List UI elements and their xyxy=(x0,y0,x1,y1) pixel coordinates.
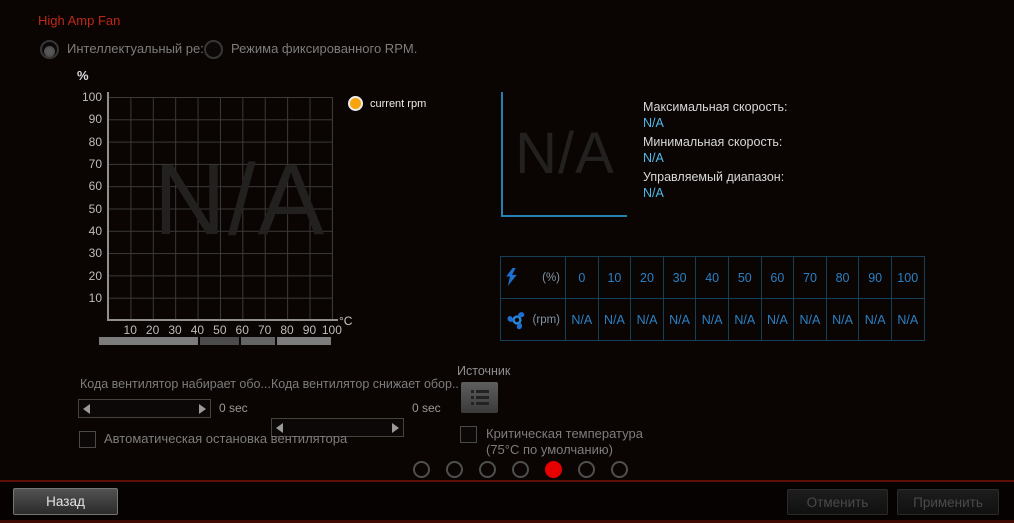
percent-cell: 10 xyxy=(598,257,631,299)
status-value: N/A xyxy=(643,151,664,165)
spin-up-time-value: 0 sec xyxy=(219,401,248,415)
radio-fixed-rpm-mode-label: Режима фиксированного RPM. xyxy=(231,41,418,56)
percent-cell: 90 xyxy=(859,257,892,299)
x-tick: 20 xyxy=(145,323,160,337)
status-label: Управляемый диапазон: xyxy=(643,170,785,184)
critical-temp-line1: Критическая температура xyxy=(486,426,643,441)
x-tick: 40 xyxy=(190,323,205,337)
status-label: Минимальная скорость: xyxy=(643,135,783,149)
x-tick: 90 xyxy=(302,323,317,337)
list-icon xyxy=(471,390,489,393)
rpm-cell: N/A xyxy=(891,299,924,341)
y-tick: 100 xyxy=(81,90,102,104)
auto-stop-checkbox[interactable] xyxy=(79,431,96,448)
radio-smart-mode[interactable] xyxy=(40,40,59,59)
source-label: Источник xyxy=(457,364,511,378)
rpm-cell: N/A xyxy=(663,299,696,341)
rpm-na-value: N/A xyxy=(515,121,615,186)
legend-label: current rpm xyxy=(370,97,427,110)
cancel-button[interactable]: Отменить xyxy=(787,489,888,515)
spin-up-time-label: Кода вентилятор набирает обо... xyxy=(80,377,271,391)
percent-cell: 60 xyxy=(761,257,794,299)
status-item-max-speed xyxy=(643,99,787,131)
temp-zone-bar xyxy=(241,337,275,345)
y-tick: 80 xyxy=(88,134,102,149)
radio-smart-mode-label: Интеллектуальный ре: xyxy=(67,41,204,56)
spin-down-time-value: 0 sec xyxy=(412,401,441,415)
pagination-dot[interactable] xyxy=(545,461,562,478)
back-button[interactable]: Назад xyxy=(13,488,118,515)
table-row-percent xyxy=(501,257,925,299)
rpm-row-header xyxy=(501,299,566,341)
temp-zone-bar xyxy=(277,337,331,345)
rpm-cell: N/A xyxy=(566,299,599,341)
rpm-cell: N/A xyxy=(631,299,664,341)
status-item-control-range xyxy=(643,169,787,201)
percent-cell: 0 xyxy=(566,257,599,299)
list-icon xyxy=(471,402,489,405)
percent-unit-label: (%) xyxy=(542,271,560,284)
percent-cell: 50 xyxy=(728,257,761,299)
fan-icon xyxy=(505,308,529,332)
y-tick: 90 xyxy=(88,112,102,127)
percent-cell: 30 xyxy=(663,257,696,299)
percent-row-header xyxy=(501,257,566,299)
percent-cell: 100 xyxy=(891,257,924,299)
x-tick: 60 xyxy=(235,323,249,337)
slider-right-arrow-icon[interactable] xyxy=(392,423,399,433)
critical-temp-line2: (75°C по умолчанию) xyxy=(486,442,613,457)
pagination-dot[interactable] xyxy=(578,461,595,478)
rpm-unit-label: (rpm) xyxy=(532,313,560,326)
list-icon xyxy=(471,396,489,399)
radio-dot xyxy=(44,46,55,57)
pagination-dot[interactable] xyxy=(446,461,463,478)
page-title: High Amp Fan xyxy=(38,13,121,28)
status-value: N/A xyxy=(643,186,664,200)
table-row-rpm xyxy=(501,299,925,341)
radio-fixed-rpm-mode[interactable] xyxy=(204,40,223,59)
auto-stop-label: Автоматическая остановка вентилятора xyxy=(104,431,348,446)
apply-button[interactable]: Применить xyxy=(897,489,999,515)
lightning-icon xyxy=(505,268,518,287)
rpm-cell: N/A xyxy=(859,299,892,341)
x-tick: 50 xyxy=(213,323,227,337)
slider-right-arrow-icon[interactable] xyxy=(199,404,206,414)
chart-y-axis-line xyxy=(107,92,109,321)
rpm-cell: N/A xyxy=(598,299,631,341)
x-tick: 80 xyxy=(280,323,294,337)
chart-na-watermark: N/A xyxy=(153,144,327,256)
x-axis-ticks xyxy=(119,323,343,337)
x-tick: 100 xyxy=(321,323,342,337)
y-tick: 20 xyxy=(88,268,102,283)
rpm-status-panel xyxy=(501,92,627,217)
fan-page-dots xyxy=(413,461,628,478)
status-value: N/A xyxy=(643,116,664,130)
rpm-cell: N/A xyxy=(794,299,827,341)
percent-cell: 40 xyxy=(696,257,729,299)
speed-status-list xyxy=(643,99,787,204)
duty-rpm-table xyxy=(500,256,925,341)
fan-curve-chart[interactable] xyxy=(108,97,333,320)
critical-temp-checkbox[interactable] xyxy=(460,426,477,443)
pagination-dot[interactable] xyxy=(479,461,496,478)
spin-down-time-label: Кода вентилятор снижает обор.. xyxy=(271,377,459,391)
rpm-cell: N/A xyxy=(696,299,729,341)
pagination-dot[interactable] xyxy=(611,461,628,478)
rpm-cell: N/A xyxy=(728,299,761,341)
slider-left-arrow-icon[interactable] xyxy=(83,404,90,414)
status-label: Максимальная скорость: xyxy=(643,100,788,114)
spin-up-time-slider[interactable] xyxy=(78,399,211,418)
temp-zone-bar xyxy=(99,337,198,345)
rpm-cell: N/A xyxy=(826,299,859,341)
y-tick: 10 xyxy=(88,290,102,305)
y-tick: 40 xyxy=(88,223,102,238)
percent-cell: 20 xyxy=(631,257,664,299)
x-axis-unit: °C xyxy=(339,314,353,328)
y-tick: 50 xyxy=(88,201,102,216)
y-axis-unit: % xyxy=(77,68,89,83)
chart-legend xyxy=(348,96,426,111)
pagination-dot[interactable] xyxy=(413,461,430,478)
y-axis-ticks xyxy=(68,90,102,305)
x-tick: 30 xyxy=(168,323,182,337)
status-item-min-speed xyxy=(643,134,787,166)
x-tick: 70 xyxy=(257,323,272,337)
rpm-cell: N/A xyxy=(761,299,794,341)
temp-zone-bar xyxy=(200,337,239,345)
current-rpm-dot-icon xyxy=(348,96,363,111)
y-tick: 60 xyxy=(88,179,102,194)
y-tick: 70 xyxy=(88,156,102,171)
source-button[interactable] xyxy=(461,382,498,413)
y-tick: 30 xyxy=(88,246,102,261)
pagination-dot[interactable] xyxy=(512,461,529,478)
chart-x-axis-line xyxy=(107,319,338,321)
percent-cell: 70 xyxy=(794,257,827,299)
percent-cell: 80 xyxy=(826,257,859,299)
x-tick: 10 xyxy=(123,323,137,337)
critical-temp-label xyxy=(486,426,643,458)
